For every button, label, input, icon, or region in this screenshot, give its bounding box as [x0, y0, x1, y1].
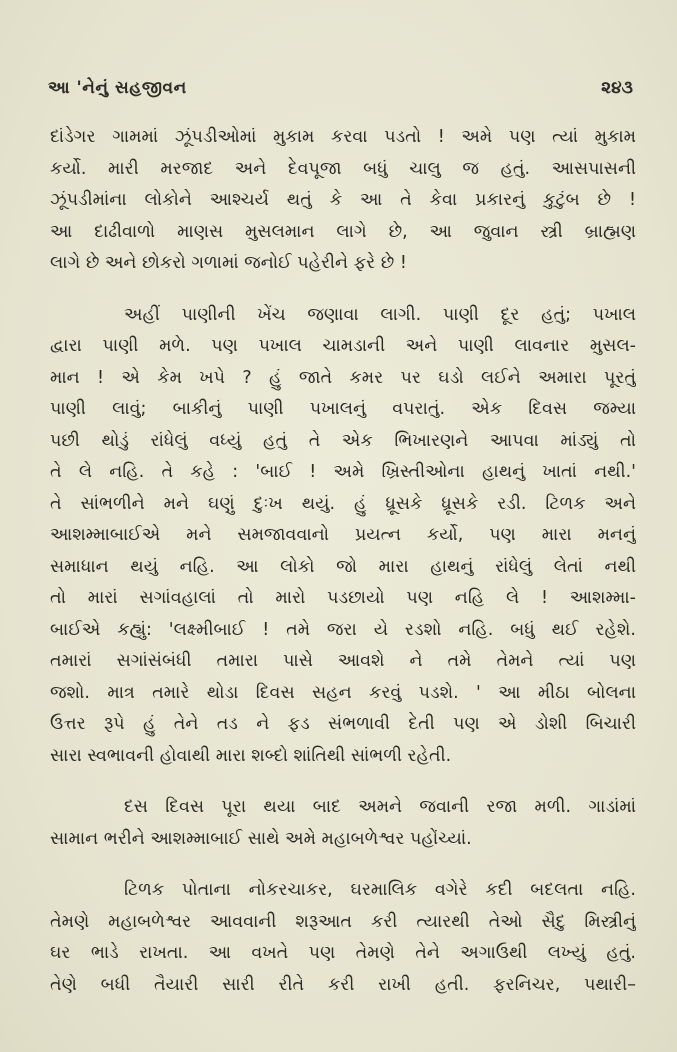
text-line: તે લે નહિ. તે કહે : 'બાઈ ! અમે ખ્રિસ્તીઓના હાથનું ખાતાં નથી.': [50, 462, 636, 482]
text-line: ઘર ભાડે રાખતા. આ વખતે પણ તેમણે તેને અગાઉથી લખ્યું હતું.: [50, 943, 636, 963]
text-line: પછી થોડું રાંધેલું વધ્યું હતું તે એક ભિખારણને આપવા માંડ્યું તો: [50, 430, 636, 451]
text-line: ટિળક પોતાના નોકરચાકર, ઘરમાલિક વગેરે કદી બદલતા નહિ.: [124, 880, 636, 900]
text-line: તેમણે મહાબળેશ્વર આવવાની શરૂઆત કરી ત્યારથી તેઓ સૈદુ મિસ્ત્રીનું: [50, 911, 636, 932]
text-line: બાઈએ કહ્યું: 'લક્ષ્મીબાઈ ! તમે જરા યે રડશો નહિ. બધું થઈ રહેશે.: [50, 619, 636, 640]
text-line: પાણી લાવું; બાકીનું પાણી પખાલનું વપરાતું. એક દિવસ જમ્યા: [50, 399, 636, 419]
page-number: ૨૪૩: [601, 78, 633, 98]
paragraph: [50, 792, 636, 855]
text-line: અહીં પાણીની ખેંચ જણાવા લાગી. પાણી દૂર હતું; પખાલ: [124, 304, 636, 325]
text-line: માન ! એ કેમ ખપે ? હું જાતે કમર પર ઘડો લઈને અમારા પૂરતું: [50, 367, 636, 388]
text-line: કર્યો. મારી મરજાદ અને દેવપૂજા બધું ચાલુ જ હતું. આસપાસની: [50, 158, 636, 179]
text-line: તેણે બધી તૈયારી સારી રીતે કરી રાખી હતી. ફરનિચર, પથારી–: [50, 974, 636, 995]
text-line: સારા સ્વભાવની હોવાથી મારા શબ્દો શાંતિથી સાંભળી રહેતી.: [50, 745, 452, 766]
text-line: દાંડેગર ગામમાં ઝૂંપડીઓમાં મુકામ કરવા પડતો ! અમે પણ ત્યાં મુકામ: [50, 127, 636, 147]
text-line: લાગે છે અને છોકરો ગળામાં જનોઈ પહેરીને ફરે છે !: [50, 253, 407, 273]
text-line: આ દાઢીવાળો માણસ મુસલમાન લાગે છે, આ જુવાન સ્ત્રી બ્રાહ્મણ: [50, 221, 636, 242]
body-text: [50, 122, 636, 1001]
paragraph: [50, 875, 636, 1001]
text-line: ઝૂંપડીમાંના લોકોને આશ્ચર્ય થતું કે આ તે કેવા પ્રકારનું કુટુંબ છે !: [50, 190, 636, 210]
text-line: તે સાંભળીને મને ઘણું દુઃખ થયું. હું ધ્રૂસકે ધ્રૂસકે રડી. ટિળક અને: [50, 493, 636, 514]
text-line: જશો. માત્ર તમારે થોડા દિવસ સહન કરવું પડશે. ' આ મીઠા બોલના: [50, 682, 636, 703]
page-header: [48, 78, 633, 108]
running-head: આ 'નેનું સહજીવન: [48, 78, 187, 98]
paragraph: [50, 300, 636, 773]
text-line: તો મારાં સગાંવહાલાં તો મારો પડછાયો પણ નહિ લે ! આશમ્મા-: [50, 588, 636, 608]
text-line: તમારાં સગાંસંબંધી તમારા પાસે આવશે ને તમે તેમને ત્યાં પણ: [50, 651, 636, 671]
paragraph: [50, 122, 636, 280]
text-line: સામાન ભરીને આશમ્માબાઈ સાથે અમે મહાબળેશ્વર પહોંચ્યાં.: [50, 828, 472, 849]
text-line: સમાધાન થયું નહિ. આ લોકો જો મારા હાથનું રાંધેલું લેતાં નથી: [50, 556, 636, 577]
text-line: આશમ્માબાઈએ મને સમજાવવાનો પ્રયત્ન કર્યો, પણ મારા મનનું: [50, 525, 636, 545]
text-line: દસ દિવસ પૂરા થયા બાદ અમને જવાની રજા મળી. ગાડાંમાં: [124, 797, 636, 817]
text-line: દ્વારા પાણી મળે. પણ પખાલ ચામડાની અને પાણી લાવનાર મુસલ-: [50, 336, 636, 356]
text-line: ઉત્તર રૂપે હું તેને તડ ને ફડ સંભળાવી દેતી પણ એ ડોશી બિચારી: [50, 714, 636, 734]
